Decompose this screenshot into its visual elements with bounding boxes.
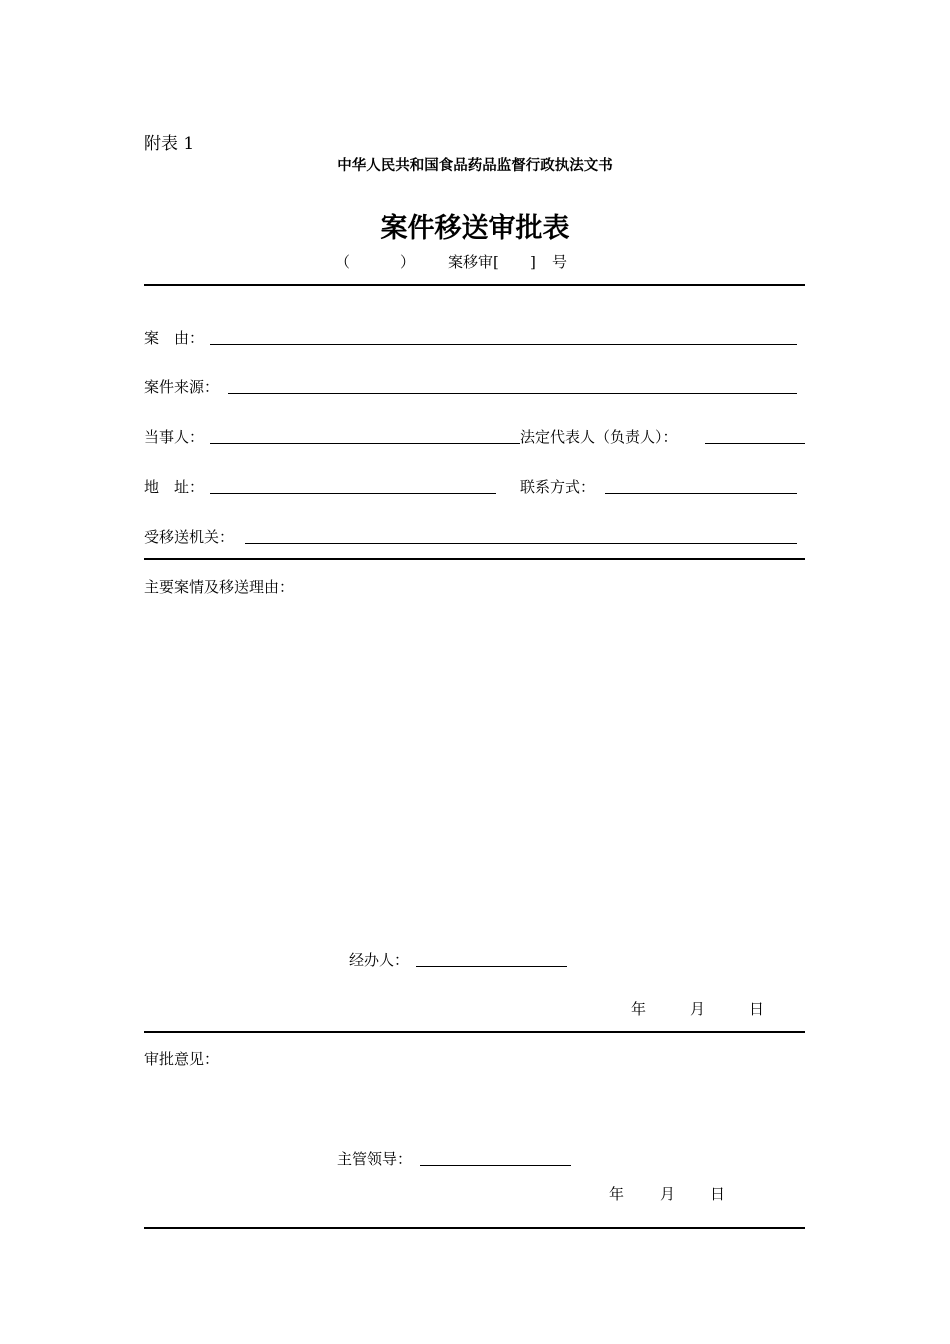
approval-opinion-area[interactable] [144,1072,805,1142]
party-label: 当事人： [144,428,205,446]
legal-rep-field[interactable] [705,443,805,444]
case-cause-field[interactable] [210,344,797,345]
top-divider [144,284,805,286]
handler-label: 经办人： [349,951,410,969]
leader-signature-field[interactable] [420,1165,571,1166]
document-header: 中华人民共和国食品药品监督行政执法文书 [337,158,613,174]
approval-date-year: 年 [609,1185,625,1203]
fields-divider [144,558,805,560]
doc-number-prefix: 案移审[ [448,253,499,271]
case-details-area[interactable] [144,600,805,940]
doc-number-open-paren: （ [335,253,351,271]
receiving-agency-label: 受移送机关： [144,528,235,546]
doc-number-close-paren: ） [400,253,416,271]
bottom-divider [144,1227,805,1229]
case-source-field[interactable] [228,393,797,394]
approval-date-day: 日 [710,1185,726,1203]
address-field[interactable] [210,493,496,494]
approval-label: 审批意见： [144,1050,220,1068]
case-divider [144,1031,805,1033]
document-title: 案件移送审批表 [380,213,570,244]
case-source-label: 案件来源： [144,378,220,396]
address-label: 地 址： [144,478,205,496]
legal-rep-label: 法定代表人（负责人）： [520,428,678,446]
contact-label: 联系方式： [520,478,596,496]
handler-signature-field[interactable] [416,966,567,967]
doc-number-suffix: 号 [552,253,568,271]
receiving-agency-field[interactable] [245,543,797,544]
case-date-year: 年 [631,1000,647,1018]
appendix-label: 附表 1 [144,134,195,154]
case-cause-label: 案 由： [144,329,205,347]
leader-label: 主管领导： [337,1150,413,1168]
case-date-day: 日 [749,1000,765,1018]
approval-date-month: 月 [660,1185,676,1203]
party-field[interactable] [210,443,520,444]
case-date-month: 月 [690,1000,706,1018]
doc-number-bracket-close: ] [530,253,536,271]
contact-field[interactable] [605,493,797,494]
case-details-label: 主要案情及移送理由： [144,578,295,596]
